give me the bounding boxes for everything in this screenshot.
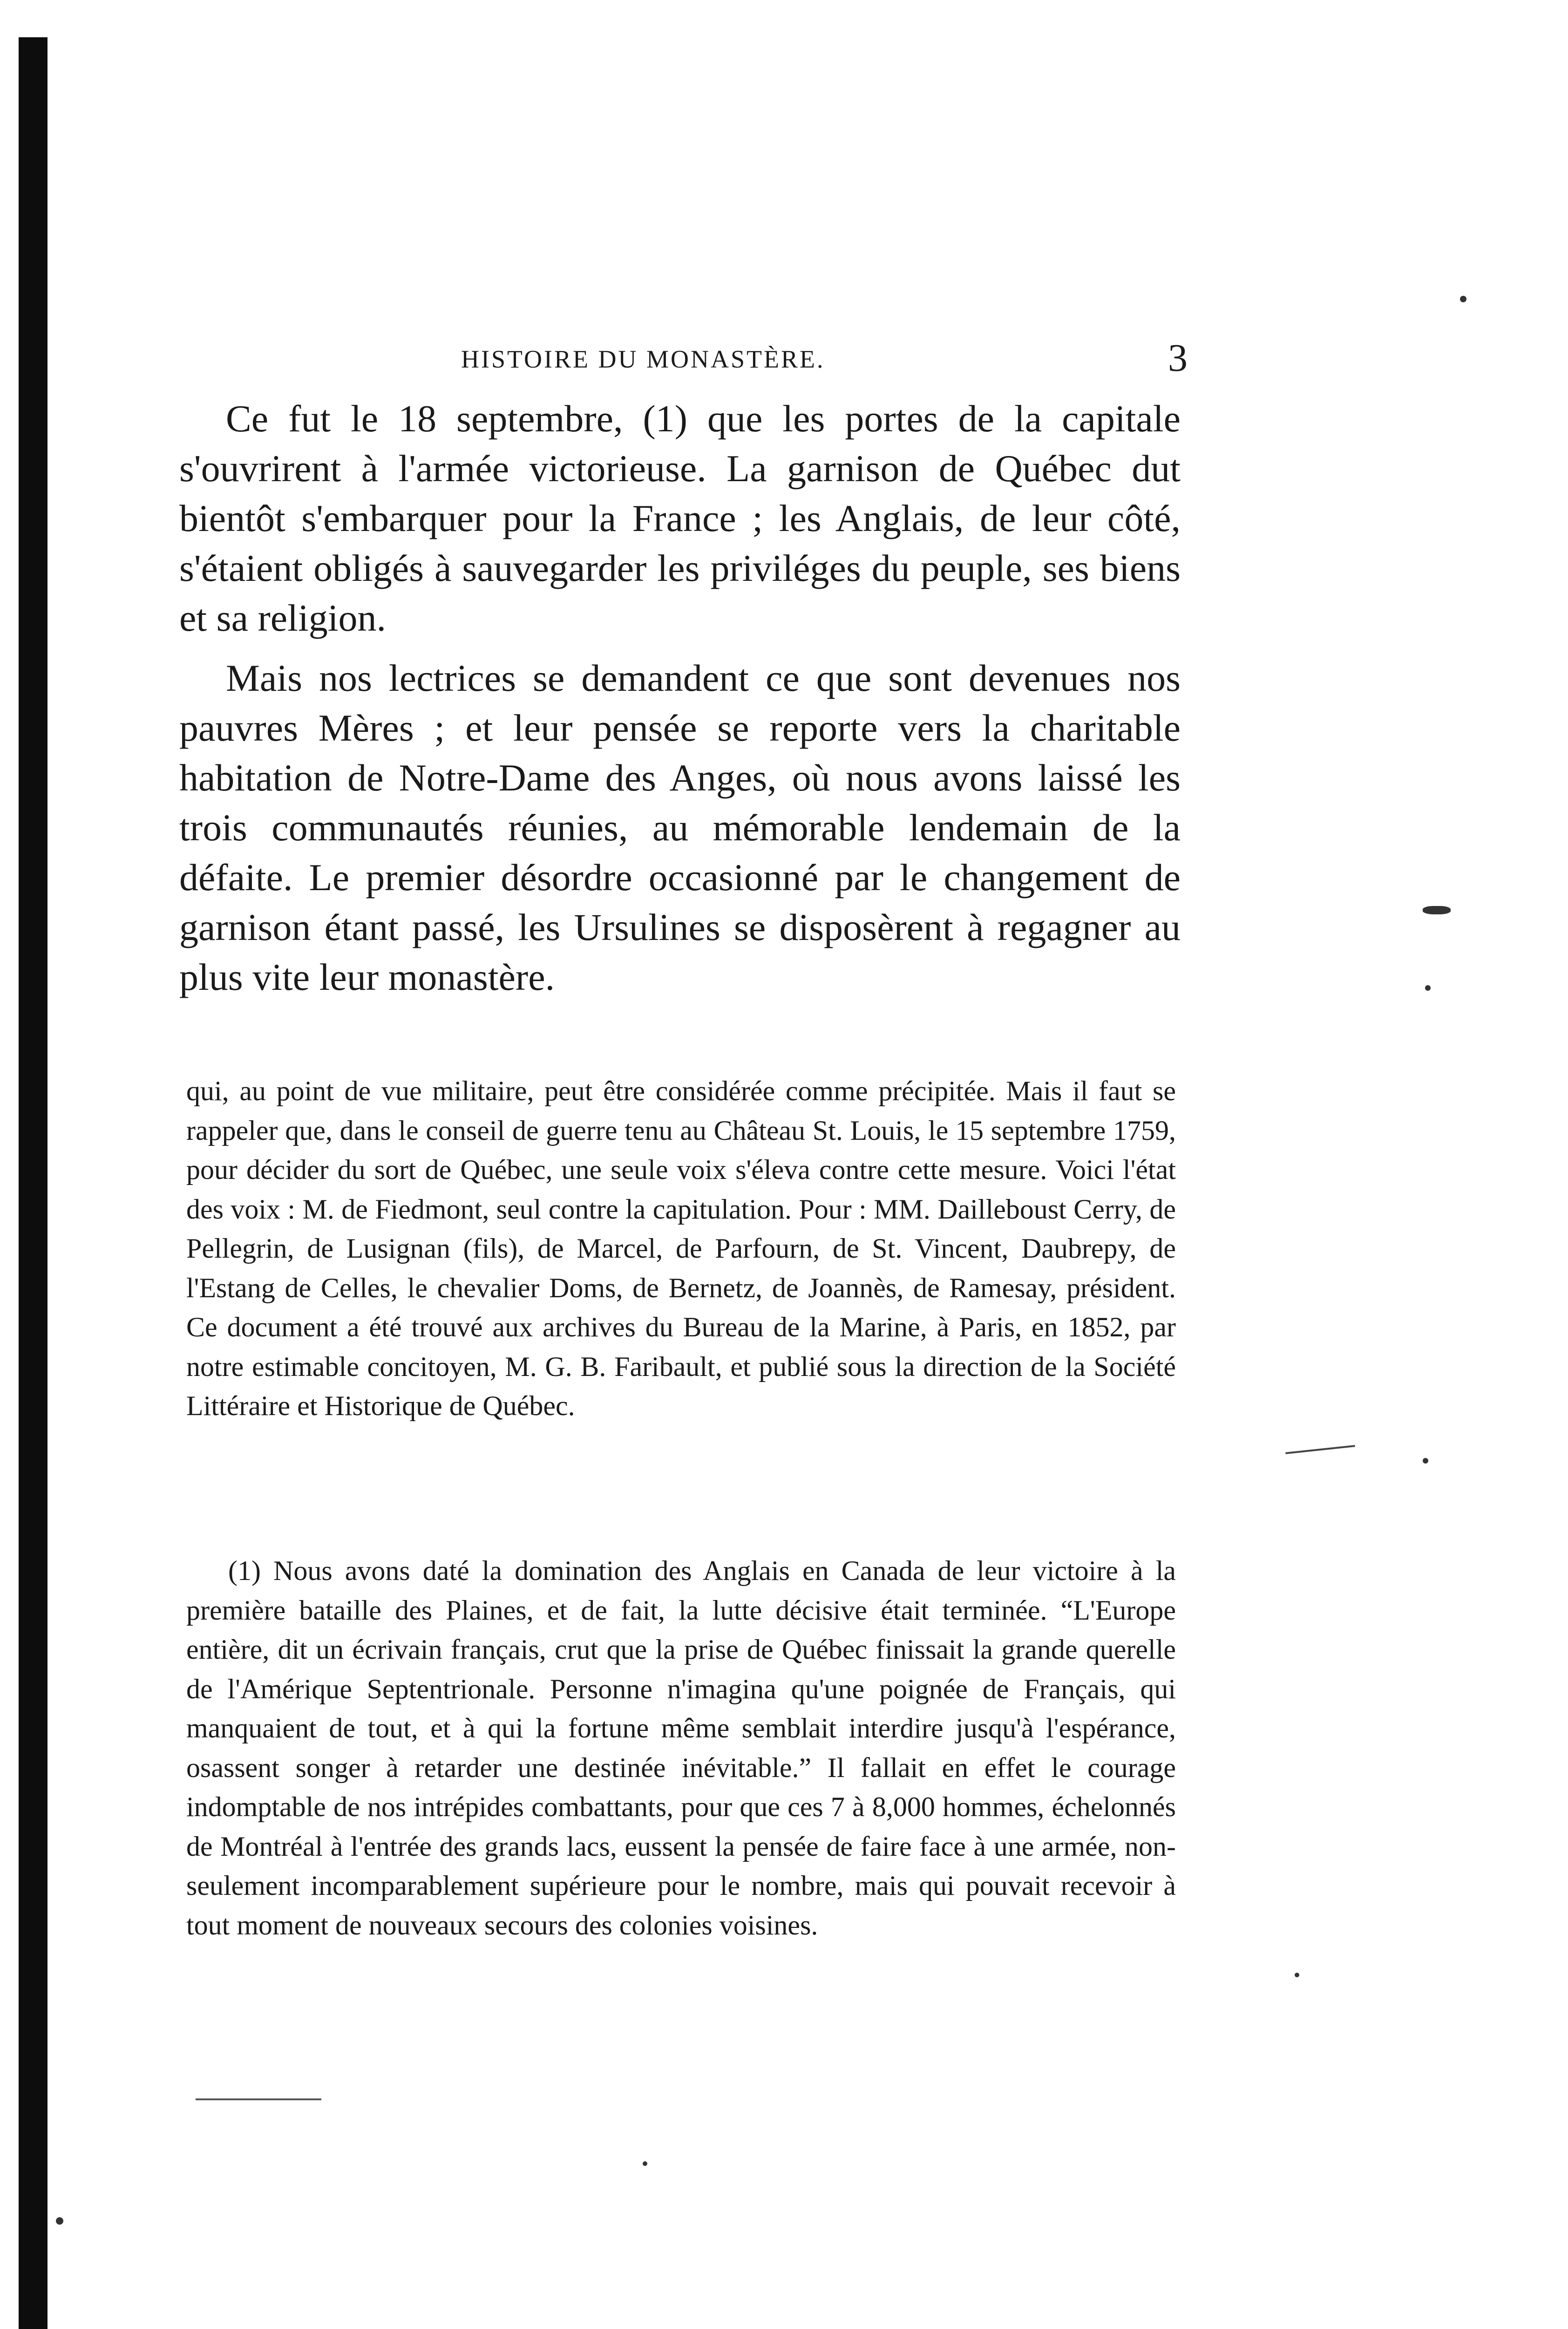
footnote-continuation-text: qui, au point de vue militaire, peut être considérée comme précipitée. Mais il faut se rappeler que, dans le conseil de guerre tenu au Château St. Louis, le 15 septembre 1759, pour décider du sort de Québec, une seule voix s'éleva contre cette mesure. Voici l'état des voix : M. de Fiedmont, seul contre la capitulation. Pour : MM. Dailleboust Cerry, de Pellegrin, de Lusignan (fils), de Marcel, de Parfourn, de St. Vincent, Daubrepy, de l'Estang de Celles, le chevalier Doms, de Bernetz, de Joannès, de Ramesay, président. Ce document a été trouvé aux archives du Bureau de la Marine, à Paris, en 1852, par notre estimable concitoyen, M. G. B. Faribault, et publié sous la direction de la Société Littéraire et Historique de Québec. [186,1076,1176,1421]
scan-speck [56,2217,63,2225]
main-paragraph: Mais nos lectrices se demandent ce que sont devenues nos pauvres Mères ; et leur pensée se reporte vers la charitable habitation de Notre-Dame des Anges, où nous avons laissé les trois communautés réunies, au mémorable lendemain de la défaite. Le premier désordre occasionné par le changement de garnison étant passé, les Ursulines se disposèrent à regagner au plus vite leur monastère. [179,657,1181,998]
scan-speck [1423,1458,1428,1464]
running-title: HISTOIRE DU MONASTÈRE. [461,345,825,373]
footnote-1 [186,1551,1176,1945]
scan-speck [643,2161,647,2166]
page-binding-edge [19,37,48,2329]
page-number: 3 [1168,336,1188,380]
main-paragraph: Ce fut le 18 septembre, (1) que les portes de la capitale s'ouvrirent à l'armée victorieuse. La garnison de Québec dut bientôt s'embarquer pour la France ; les Anglais, de leur côté, s'étaient obligés à sauvegarder les priviléges du peuple, ses biens et sa religion. [179,397,1181,639]
page-header [461,335,1188,391]
scan-speck [1460,296,1466,302]
scan-speck [1295,1973,1299,1977]
footnote-1-text: (1) Nous avons daté la domination des Anglais en Canada de leur victoire à la première bataille des Plaines, et de fait, la lutte décisive était terminée. “L'Europe entière, dit un écrivain français, crut que la prise de Québec finissait la grande querelle de l'Amérique Septentrionale. Personne n'imagina qu'une poignée de Français, qui manquaient de tout, et à qui la fortune même semblait interdire jusqu'à l'espérance, osassent songer à retarder une destinée inévitable.” Il fallait en effet le courage indomptable de nos intrépides combattants, pour que ces 7 à 8,000 hommes, échelonnés de Montréal à l'entrée des grands lacs, eussent la pensée de faire face à une armée, non-seulement incomparablement supérieure pour le nombre, mais qui pouvait recevoir à tout moment de nouveaux secours des colonies voisines. [186,1555,1176,1941]
scan-speck [1425,985,1431,991]
scan-mark [1285,1445,1355,1454]
end-rule [196,2098,321,2100]
scan-speck [1423,906,1451,914]
footnote-continuation [186,1071,1176,1426]
main-text [179,394,1181,1012]
